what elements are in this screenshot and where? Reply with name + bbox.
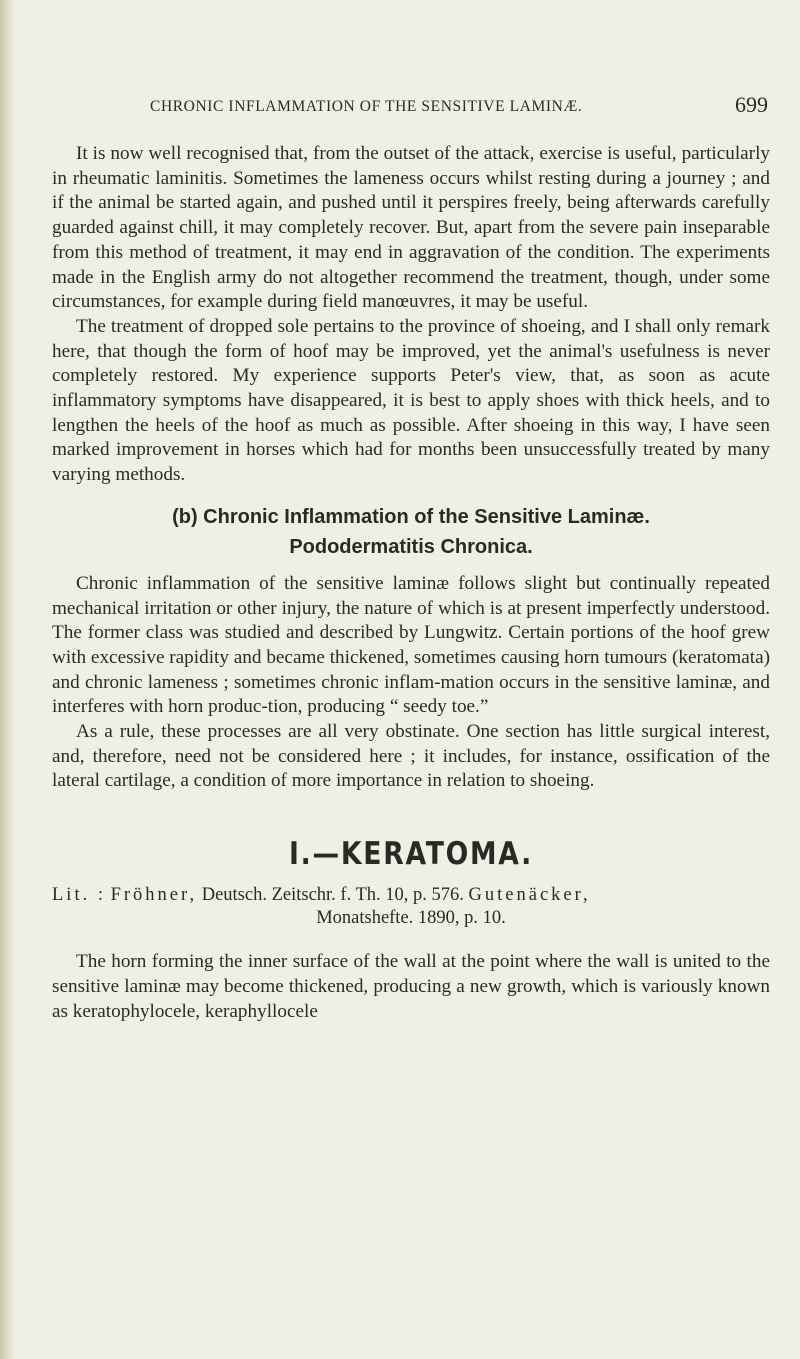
- running-title: CHRONIC INFLAMMATION OF THE SENSITIVE LAMINÆ.: [150, 98, 583, 115]
- section-b-heading-line2: Pododermatitis Chronica.: [289, 535, 533, 558]
- body-paragraph: The horn forming the inner surface of the wall at the point where the wall is united to the sensitive laminæ may become thickened, producing a new growth, which is variously known as keratophylocele, keraphyllocele: [52, 951, 770, 1022]
- keratoma-heading: I.—KERATOMA.: [289, 836, 533, 873]
- literature-reference: [52, 884, 770, 930]
- lit-label: Lit. :: [52, 885, 106, 906]
- lit-author: Fröhner,: [110, 885, 198, 906]
- body-paragraph: It is now well recognised that, from the outset of the attack, exercise is useful, particularly in rheumatic laminitis. Sometimes the lameness occurs whilst resting during a journey ; and if the animal be started again, and pushed until it perspires freely, being afterwards carefully guarded against chill, it may completely recover. But, apart from the severe pain inseparable from this method of treatment, it may end in aggravation of the condition. The experiments made in the English army do not altogether recommend the treatment, though, under some circumstances, for example during field manœuvres, it may be useful.: [52, 143, 770, 313]
- book-page: [52, 92, 770, 1024]
- lit-source: Monatshefte. 1890, p. 10.: [316, 908, 506, 929]
- body-paragraph: As a rule, these processes are all very obstinate. One section has little surgical interest, and, therefore, need not be considered here ; it includes, for instance, ossification of the lateral cartilage, a condition of more importance in relation to shoeing.: [52, 721, 770, 792]
- body-paragraph: The treatment of dropped sole pertains to the province of shoeing, and I shall only remark here, that though the form of hoof may be improved, yet the animal's usefulness is never completely restored. My experience supports Peter's view, that, as soon as acute inflammatory symptoms have disappeared, it is best to apply shoes with thick heels, and to lengthen the heels of the hoof as much as possible. After shoeing in this way, I have seen marked improvement in horses which had for months been unsuccessfully treated by many varying methods.: [52, 315, 770, 486]
- lit-author: Gutenäcker,: [468, 885, 591, 906]
- page-edge-shadow: [0, 0, 14, 1359]
- page-number: 699: [735, 92, 768, 117]
- body-paragraph: Chronic inflammation of the sensitive laminæ follows slight but continually repeated mechanical irritation or other injury, the nature of which is at present imperfectly understood. The former class was studied and described by Lungwitz. Certain portions of the hoof grew with excessive rapidity and became thickened, sometimes causing horn tumours (keratomata) and chronic lameness ; sometimes chronic inflam-mation occurs in the sensitive laminæ, and interferes with horn produc-tion, producing “ seedy toe.”: [52, 572, 770, 718]
- running-head: [52, 92, 770, 120]
- section-b-heading: [52, 502, 770, 562]
- lit-source: Deutsch. Zeitschr. f. Th. 10, p. 576.: [201, 885, 464, 906]
- section-b-heading-line1: (b) Chronic Inflammation of the Sensitive Laminæ.: [172, 505, 650, 528]
